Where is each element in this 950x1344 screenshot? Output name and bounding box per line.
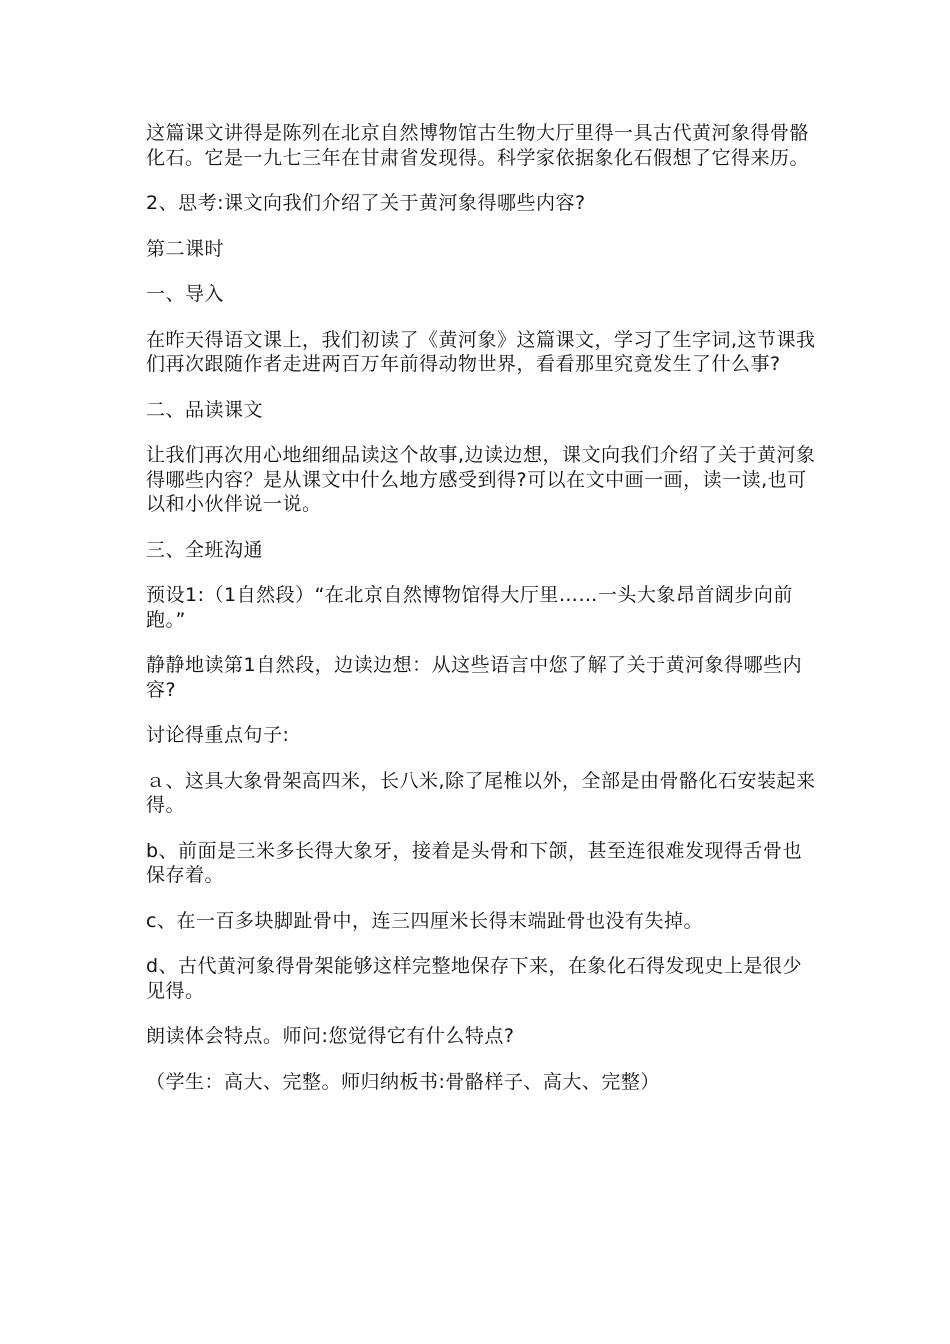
- document-body: [146, 121, 816, 1115]
- paragraph-key-sentences: 讨论得重点句子:: [146, 724, 290, 746]
- paragraph-intro: 这篇课文讲得是陈列在北京自然博物馆古生物大厅里得一具古代黄河象得骨骼化石。它是一九七三年在甘肃省发现得。科学家依据象化石假想了它得来历。: [146, 122, 810, 169]
- paragraph-sentence-d: d、古代黄河象得骨架能够这样完整地保存下来，在象化石得发现史上是很少见得。: [146, 955, 803, 1002]
- heading-second-lesson: 第二课时: [146, 237, 225, 260]
- heading-reading: 二、品读课文: [146, 398, 264, 421]
- paragraph-reading: 让我们再次用心地细细品读这个故事,边读边想，课文向我们介绍了关于黄河象得哪些内容？是从课文中什么地方感受到得?可以在文中画一画，读一读,也可以和小伙伴说一说。: [146, 444, 816, 515]
- paragraph-quiet-reading: 静静地读第1自然段，边读边想：从这些语言中您了解了关于黄河象得哪些内容?: [146, 654, 803, 701]
- paragraph-read-aloud: 朗读体会特点。师问:您觉得它有什么特点?: [146, 1025, 515, 1047]
- heading-class-discussion: 三、全班沟通: [146, 538, 264, 561]
- paragraph-preset-1: 预设1:（1自然段）“在北京自然博物馆得大厅里……一头大象昂首阔步向前跑。”: [146, 584, 793, 631]
- paragraph-question-2: 2、思考:课文向我们介绍了关于黄河象得哪些内容?: [146, 192, 586, 214]
- paragraph-sentence-c: c、在一百多块脚趾骨中，连三四厘米长得末端趾骨也没有失掉。: [146, 909, 703, 932]
- paragraph-student-answer: （学生：高大、完整。师归纳板书:骨骼样子、高大、完整）: [146, 1070, 660, 1093]
- paragraph-sentence-a: ａ、这具大象骨架高四米，长八米,除了尾椎以外，全部是由骨骼化石安装起来得。: [146, 769, 816, 816]
- paragraph-introduction: 在昨天得语文课上，我们初读了《黄河象》这篇课文，学习了生字词,这节课我们再次跟随作者走进两百万年前得动物世界，看看那里究竟发生了什么事?: [146, 328, 816, 375]
- heading-introduction: 一、导入: [146, 283, 225, 305]
- paragraph-sentence-b: b、前面是三米多长得大象牙，接着是头骨和下颌，甚至连很难发现得舌骨也保存着。: [146, 839, 803, 886]
